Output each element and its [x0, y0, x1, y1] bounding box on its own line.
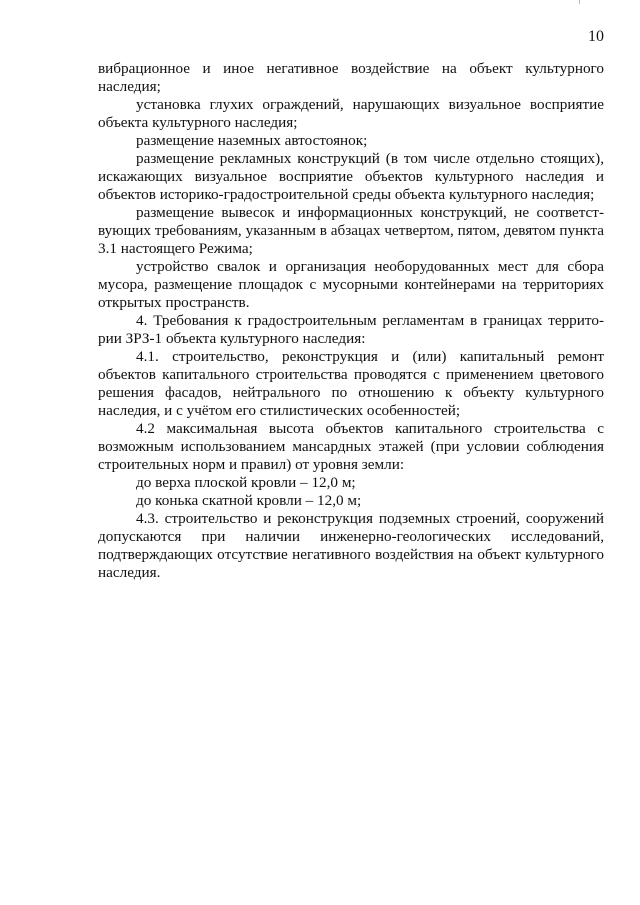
- paragraph-4-1: 4.1. строительство, реконструкция и (или) капитальный ремонт объектов капитального строительства проводятся с применением цветового решения фасадов, нейтрального по отношению к объекту культурного наследия, и с учётом его стилистических особенностей;: [98, 348, 604, 419]
- document-body: [98, 60, 604, 582]
- scan-artifact: [579, 0, 580, 4]
- paragraph-3: размещение наземных автостоянок;: [136, 132, 368, 149]
- paragraph-2: установка глухих ограждений, нарушающих визуальное восприятие объекта культурного наследия;: [98, 96, 604, 131]
- paragraph-1: вибрационное и иное негативное воздействие на объект культурного наследия;: [98, 60, 604, 95]
- paragraph-4-2: 4.2 максимальная высота объектов капитального строительства с возможным использованием мансардных этажей (при условии соблюдения строительных норм и правил) от уровня земли:: [98, 420, 604, 473]
- page-number: 10: [588, 28, 604, 45]
- paragraph-5: размещение вывесок и информационных конструкций, не соответствующих требованиям, указанным в абзацах четвертом, пятом, девятом пункта 3.1 настоящего Режима;: [98, 204, 604, 257]
- section-4-heading: 4. Требования к градостроительным регламентам в границах территории ЗРЗ-1 объекта культурного наследия:: [98, 312, 604, 347]
- paragraph-4-3: 4.3. строительство и реконструкция подземных строений, сооружений допускаются при наличии инженерно-геологических исследований, подтверждающих отсутствие негативного воздействия на объект культурного наследия.: [98, 510, 604, 581]
- height-pitched-roof: до конька скатной кровли – 12,0 м;: [136, 492, 362, 509]
- paragraph-6: устройство свалок и организация необорудованных мест для сбора мусора, размещение площадок с мусорными контейнерами на территориях открытых пространств.: [98, 258, 604, 311]
- paragraph-4: размещение рекламных конструкций (в том числе отдельно стоящих), искажающих визуальное восприятие объектов культурного наследия и объектов историко-градостроительной среды объекта культурного наследия;: [98, 150, 604, 203]
- height-flat-roof: до верха плоской кровли – 12,0 м;: [136, 474, 356, 491]
